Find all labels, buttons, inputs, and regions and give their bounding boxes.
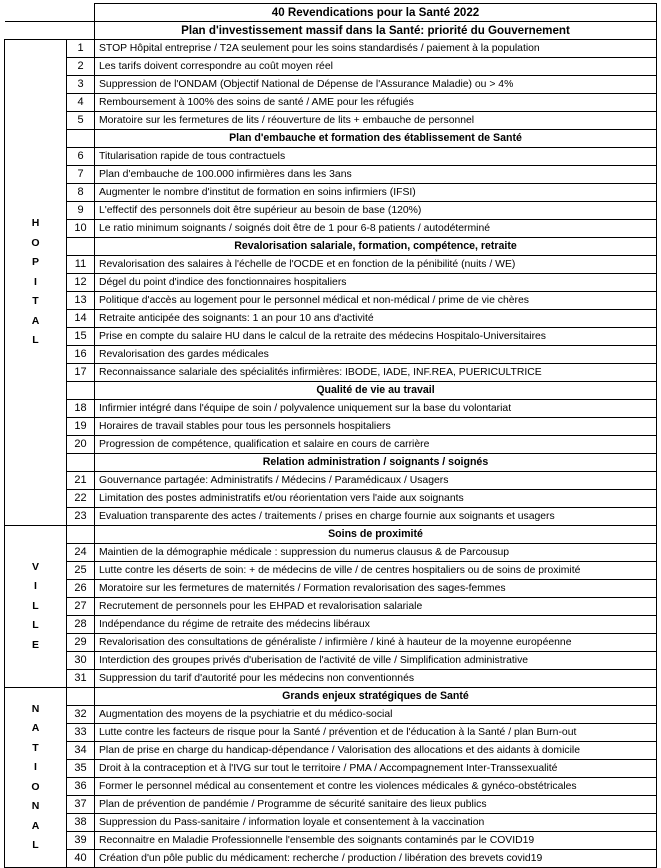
subtitle-row [5,22,657,40]
claim-row [5,400,657,418]
claim-text: Interdiction des groupes privés d'uberisation de l'activité de ville / Simplification administrative [95,652,657,670]
document-subtitle: Plan d'investissement massif dans la Santé: priorité du Gouvernement [95,22,657,40]
claim-number: 27 [67,598,95,616]
section-heading: Qualité de vie au travail [95,382,657,400]
claim-number: 36 [67,778,95,796]
claim-row [5,184,657,202]
claim-row [5,148,657,166]
claim-number: 17 [67,364,95,382]
claim-row [5,94,657,112]
section-heading: Grands enjeux stratégiques de Santé [95,688,657,706]
claim-number: 37 [67,796,95,814]
blank-cell [67,688,95,706]
claim-row [5,634,657,652]
claim-row [5,274,657,292]
blank-cell [67,382,95,400]
blank-cell [5,22,95,40]
claim-number: 7 [67,166,95,184]
claim-text: Revalorisation des consultations de généraliste / infirmière / kiné à hauteur de la moyenne européenne [95,634,657,652]
claim-number: 8 [67,184,95,202]
claim-number: 30 [67,652,95,670]
claim-row [5,562,657,580]
claim-number: 1 [67,40,95,58]
claim-text: Revalorisation des gardes médicales [95,346,657,364]
claim-text: Gouvernance partagée: Administratifs / Médecins / Paramédicaux / Usagers [95,472,657,490]
claim-row [5,724,657,742]
claim-number: 29 [67,634,95,652]
claim-text: Indépendance du régime de retraite des médecins libéraux [95,616,657,634]
claim-row [5,292,657,310]
group-label: H O P I T A L [31,217,40,347]
section-heading: Plan d'embauche et formation des établissement de Santé [95,130,657,148]
section-heading-row [5,130,657,148]
claim-text: Suppression du tarif d'autorité pour les médecins non conventionnés [95,670,657,688]
claim-number: 35 [67,760,95,778]
claim-text: Remboursement à 100% des soins de santé / AME pour les réfugiés [95,94,657,112]
claim-text: Maintien de la démographie médicale : suppression du numerus clausus & de Parcousup [95,544,657,562]
claims-table [4,3,657,868]
claim-row [5,544,657,562]
claim-number: 19 [67,418,95,436]
blank-cell [67,526,95,544]
claim-number: 6 [67,148,95,166]
claim-number: 38 [67,814,95,832]
blank-cell [5,4,95,22]
claim-row [5,310,657,328]
section-heading-row [5,526,657,544]
blank-cell [67,238,95,256]
claim-number: 16 [67,346,95,364]
section-heading-row [5,454,657,472]
claim-number: 21 [67,472,95,490]
claim-row [5,778,657,796]
claim-number: 34 [67,742,95,760]
claim-text: Limitation des postes administratifs et/ou réorientation vers l'aide aux soignants [95,490,657,508]
claim-number: 18 [67,400,95,418]
claim-text: Le ratio minimum soignants / soignés doit être de 1 pour 6-8 patients / autodéterminé [95,220,657,238]
claim-text: Création d'un pôle public du médicament: recherche / production / libération des brevets covid19 [95,850,657,868]
claim-row [5,742,657,760]
section-heading: Revalorisation salariale, formation, compétence, retraite [95,238,657,256]
claim-number: 31 [67,670,95,688]
claim-row [5,760,657,778]
claim-row [5,616,657,634]
claim-row [5,328,657,346]
claim-number: 39 [67,832,95,850]
document-title: 40 Revendications pour la Santé 2022 [95,4,657,22]
claim-text: Lutte contre les facteurs de risque pour la Santé / prévention et de l'éducation à la Santé / plan Burn-out [95,724,657,742]
claim-number: 2 [67,58,95,76]
claim-number: 40 [67,850,95,868]
group-label: V I L L E [31,560,39,651]
claim-text: Horaires de travail stables pour tous les personnels hospitaliers [95,418,657,436]
claim-text: Suppression de l'ONDAM (Objectif National de Dépense de l'Assurance Maladie) ou > 4% [95,76,657,94]
claim-text: Reconnaissance salariale des spécialités infirmières: IBODE, IADE, INF.REA, PUERICULTRICE [95,364,657,382]
claim-number: 10 [67,220,95,238]
group-label-cell [5,40,67,526]
claim-text: Droit à la contraception et à l'IVG sur tout le territoire / PMA / Accompagnement Inter-Transsexualité [95,760,657,778]
claim-text: Moratoire sur les fermetures de lits / réouverture de lits + embauche de personnel [95,112,657,130]
group-label-cell [5,688,67,868]
claim-number: 14 [67,310,95,328]
claim-row [5,202,657,220]
claim-text: Suppression du Pass-sanitaire / information loyale et consentement à la vaccination [95,814,657,832]
claim-row [5,814,657,832]
claim-row [5,706,657,724]
section-heading: Soins de proximité [95,526,657,544]
claim-row [5,850,657,868]
claim-row [5,796,657,814]
claim-text: STOP Hôpital entreprise / T2A seulement pour les soins standardisés / paiement à la population [95,40,657,58]
claim-row [5,436,657,454]
claim-number: 13 [67,292,95,310]
claim-number: 3 [67,76,95,94]
claim-row [5,40,657,58]
section-heading-row [5,688,657,706]
claim-number: 24 [67,544,95,562]
claim-number: 9 [67,202,95,220]
claim-number: 15 [67,328,95,346]
claim-row [5,76,657,94]
claim-row [5,580,657,598]
claim-number: 12 [67,274,95,292]
claim-row [5,508,657,526]
claim-row [5,490,657,508]
claim-row [5,670,657,688]
group-label: N A T I O N A L [31,702,40,851]
claim-text: Augmentation des moyens de la psychiatrie et du médico-social [95,706,657,724]
claim-number: 5 [67,112,95,130]
blank-cell [67,130,95,148]
claim-row [5,472,657,490]
claim-text: Plan d'embauche de 100.000 infirmières dans les 3ans [95,166,657,184]
claim-text: Moratoire sur les fermetures de maternités / Formation revalorisation des sages-femmes [95,580,657,598]
claim-row [5,346,657,364]
blank-cell [67,454,95,472]
claim-number: 22 [67,490,95,508]
claim-text: Dégel du point d'indice des fonctionnaires hospitaliers [95,274,657,292]
section-heading-row [5,238,657,256]
claim-text: Plan de prise en charge du handicap-dépendance / Valorisation des allocations et des aidants à domicile [95,742,657,760]
claim-text: Former le personnel médical au consentement et contre les violences médicales & gynéco-obstétricales [95,778,657,796]
claim-text: Lutte contre les déserts de soin: + de médecins de ville / de centres hospitaliers ou de soins de proximité [95,562,657,580]
group-label-cell [5,526,67,688]
claim-text: Plan de prévention de pandémie / Programme de sécurité sanitaire des lieux publics [95,796,657,814]
claim-text: Retraite anticipée des soignants: 1 an pour 10 ans d'activité [95,310,657,328]
claim-row [5,166,657,184]
claim-text: Les tarifs doivent correspondre au coût moyen réel [95,58,657,76]
section-heading-row [5,382,657,400]
claim-row [5,418,657,436]
claim-number: 4 [67,94,95,112]
claim-row [5,652,657,670]
claim-row [5,832,657,850]
claim-text: Recrutement de personnels pour les EHPAD et revalorisation salariale [95,598,657,616]
claim-text: Progression de compétence, qualification et salaire en cours de carrière [95,436,657,454]
claim-number: 23 [67,508,95,526]
claim-number: 26 [67,580,95,598]
section-heading: Relation administration / soignants / soignés [95,454,657,472]
claim-row [5,256,657,274]
claim-number: 28 [67,616,95,634]
claim-number: 32 [67,706,95,724]
claim-text: Reconnaitre en Maladie Professionnelle l'ensemble des soignants contaminés par le COVID19 [95,832,657,850]
claim-row [5,598,657,616]
claim-text: L'effectif des personnels doit être supérieur au besoin de base (120%) [95,202,657,220]
claim-number: 33 [67,724,95,742]
claim-text: Augmenter le nombre d'institut de formation en soins infirmiers (IFSI) [95,184,657,202]
claim-text: Revalorisation des salaires à l'échelle de l'OCDE et en fonction de la pénibilité (nuits / WE) [95,256,657,274]
claim-text: Politique d'accès au logement pour le personnel médical et non-médical / prime de vie chères [95,292,657,310]
title-row [5,4,657,22]
claim-text: Titularisation rapide de tous contractuels [95,148,657,166]
claim-number: 25 [67,562,95,580]
claim-row [5,112,657,130]
claim-text: Prise en compte du salaire HU dans le calcul de la retraite des médecins Hospitalo-Universitaires [95,328,657,346]
claim-number: 20 [67,436,95,454]
claim-number: 11 [67,256,95,274]
claim-row [5,220,657,238]
claim-text: Infirmier intégré dans l'équipe de soin / polyvalence uniquement sur la base du volontariat [95,400,657,418]
claim-row [5,364,657,382]
claim-row [5,58,657,76]
claim-text: Evaluation transparente des actes / traitements / prises en charge fournie aux soignants et usagers [95,508,657,526]
